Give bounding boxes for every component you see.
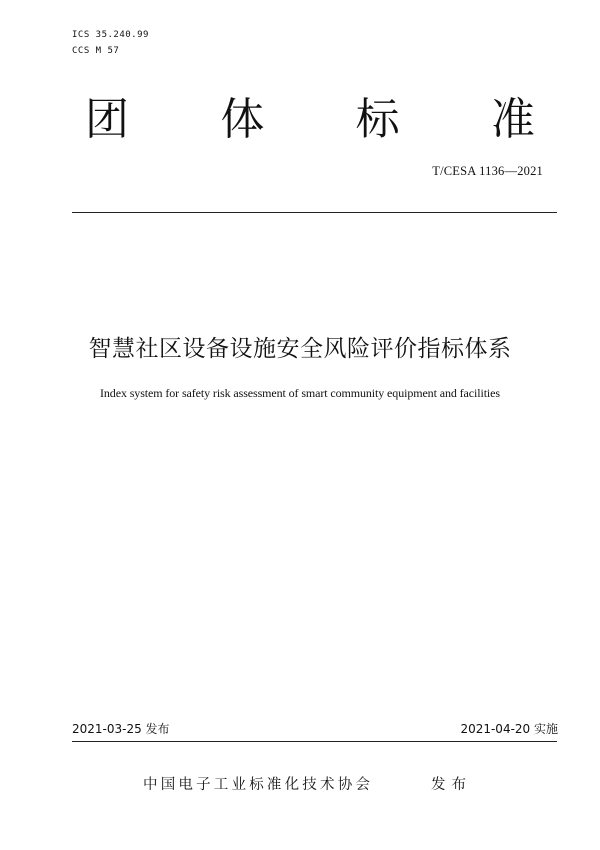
bottom-divider (72, 741, 557, 742)
standard-type-heading (85, 92, 535, 148)
standard-type-char: 团 (85, 94, 129, 145)
implementation-date: 2021-04-20 实施 (460, 722, 558, 736)
publisher-name: 中国电子工业标准化技术协会 (143, 777, 374, 793)
standard-type-char: 体 (220, 94, 265, 145)
ccs-code: CCS M 57 (72, 46, 120, 56)
ics-code: ICS 35.240.99 (72, 30, 149, 40)
document-title-zh: 智慧社区设备设施安全风险评价指标体系 (88, 336, 512, 362)
document-title-en: Index system for safety risk assessment of smart community equipment and facilities (100, 386, 500, 400)
standard-type-char: 标 (355, 94, 400, 145)
issue-date: 2021-03-25 发布 (72, 722, 170, 736)
standard-number: T/CESA 1136—2021 (432, 164, 543, 178)
top-divider (72, 212, 557, 213)
standard-type-char: 准 (490, 94, 535, 145)
publish-label: 发布 (431, 777, 472, 793)
